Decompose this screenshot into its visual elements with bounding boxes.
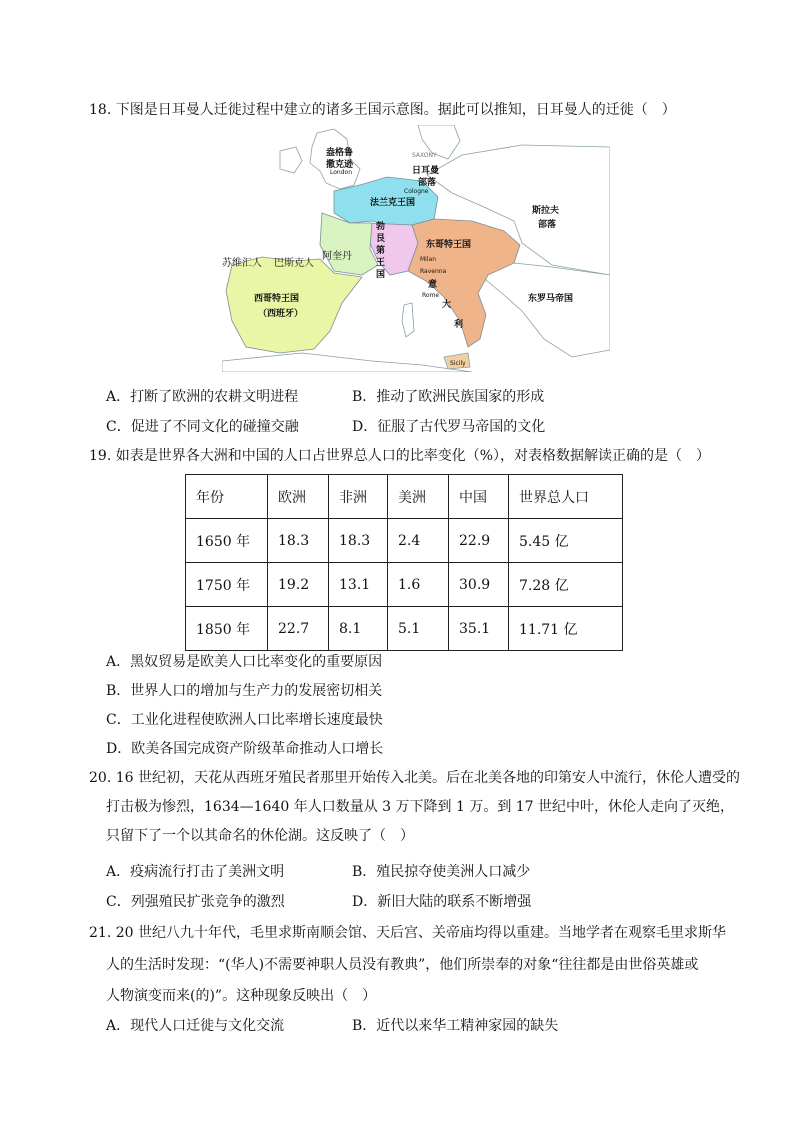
table-cell: 7.28 亿: [509, 563, 623, 607]
q18-line: [89, 100, 676, 120]
q20-stem-line-3: 只留下了一个以其命名的休伦湖。这反映了（ ）: [106, 828, 414, 844]
map-label-italy-2: 大: [442, 300, 452, 310]
ireland-landmass: [280, 147, 302, 173]
map-label-frankish: 法兰克王国: [370, 198, 416, 208]
table-cell: 22.7: [268, 607, 329, 651]
q20-option-c[interactable]: C．列强殖民扩张竞争的激烈: [106, 894, 285, 910]
map-label-saxony: SAXONY: [412, 152, 437, 159]
map-label-rome: Rome: [422, 292, 440, 299]
table-cell: 2.4: [388, 519, 449, 563]
table-cell: 11.71 亿: [509, 607, 623, 651]
q21-number: 21.: [89, 925, 112, 941]
map-label-slavs-2: 部落: [538, 220, 557, 230]
q20-number: 20.: [89, 770, 112, 786]
table-header-cell: 世界总人口: [509, 475, 623, 519]
map-label-byzantine: 东罗马帝国: [528, 294, 574, 304]
table-header-cell: 非洲: [329, 475, 388, 519]
map-label-burgundy-1: 勃: [376, 222, 386, 232]
map-label-ostrogoth: 东哥特王国: [426, 240, 472, 250]
q19-stem: 如表是世界各大洲和中国的人口占世界总人口的比率变化（%），对表格数据解读正确的是（ ）: [115, 448, 711, 464]
balkans-landmass: [480, 263, 610, 357]
map-label-milan: Milan: [420, 256, 436, 263]
table-header-cell: 年份: [186, 475, 268, 519]
table-row: [186, 563, 623, 607]
map-label-london: London: [330, 169, 352, 176]
q19-option-d[interactable]: D．欧美各国完成资产阶级革命推动人口增长: [106, 741, 384, 757]
table-cell: 5.1: [388, 607, 449, 651]
table-cell: 1850 年: [186, 607, 268, 651]
map-label-germanic-1: 日耳曼: [412, 166, 440, 176]
germanic-kingdoms-map: [222, 125, 610, 372]
table-cell: 30.9: [449, 563, 509, 607]
map-label-italy-1: 意: [428, 280, 438, 290]
q20-option-a[interactable]: A．疫病流行打击了美洲文明: [106, 864, 285, 880]
table-header-row: [186, 475, 623, 519]
q18-stem: 下图是日耳曼人迁徙过程中建立的诸多王国示意图。据此可以推知，日耳曼人的迁徙（ ）: [115, 102, 676, 118]
q19-line: [89, 446, 710, 466]
table-cell: 13.1: [329, 563, 388, 607]
population-table: [185, 474, 623, 651]
q21-stem-line-1: 20 世纪八九十年代，毛里求斯南顺会馆、天后宫、关帝庙均得以重建。当地学者在观察毛里求斯华: [115, 925, 726, 941]
map-label-anglo-saxon-1: 盎格鲁: [326, 148, 354, 158]
table-cell: 18.3: [329, 519, 388, 563]
q20-option-d[interactable]: D．新旧大陆的联系不断增强: [352, 894, 532, 910]
map-label-basques: 巴斯克人: [274, 258, 314, 269]
corsica-sardinia: [402, 303, 414, 337]
table-cell: 18.3: [268, 519, 329, 563]
north-africa-landmass: [222, 353, 472, 372]
map-label-suebi: 苏维汇人: [222, 258, 262, 269]
q19-option-a[interactable]: A．黑奴贸易是欧美人口比率变化的重要原因: [106, 654, 383, 670]
q21-stem-line-3: 人物演变而来(的)”。这种现象反映出（ ）: [106, 988, 377, 1004]
table-header-cell: 欧洲: [268, 475, 329, 519]
map-label-ravenna: Ravenna: [420, 268, 447, 275]
map-label-burgundy-3: 第: [376, 246, 386, 256]
q19-option-b[interactable]: B．世界人口的增加与生产力的发展密切相关: [106, 683, 383, 699]
q18-option-d[interactable]: D．征服了古代罗马帝国的文化: [352, 419, 546, 435]
q21-line-1: [89, 923, 726, 943]
map-label-anglo-saxon-2: 撒克逊: [326, 160, 354, 170]
map-label-burgundy-4: 王: [376, 258, 386, 268]
q19-number: 19.: [89, 448, 112, 464]
table-cell: 19.2: [268, 563, 329, 607]
q18-option-c[interactable]: C．促进了不同文化的碰撞交融: [106, 419, 299, 435]
table-header-cell: 美洲: [388, 475, 449, 519]
map-label-visigoth-2: （西班牙）: [258, 309, 304, 319]
q20-line-1: [89, 768, 740, 788]
map-label-cologne: Cologne: [404, 188, 429, 195]
table-cell: 1750 年: [186, 563, 268, 607]
table-row: [186, 607, 623, 651]
map-label-burgundy-2: 艮: [376, 234, 386, 244]
q20-option-b[interactable]: B．殖民掠夺使美洲人口减少: [352, 864, 531, 880]
table-cell: 35.1: [449, 607, 509, 651]
table-row: [186, 519, 623, 563]
map-label-sicily: Sicily: [450, 360, 466, 367]
table-cell: 1650 年: [186, 519, 268, 563]
table-cell: 5.45 亿: [509, 519, 623, 563]
table-cell: 8.1: [329, 607, 388, 651]
q18-option-b[interactable]: B．推动了欧洲民族国家的形成: [352, 389, 545, 405]
q20-stem-line-2: 打击极为惨烈，1634—1640 年人口数量从 3 万下降到 1 万。到 17 世纪中叶，休伦人走向了灭绝，: [106, 799, 735, 815]
table-cell: 22.9: [449, 519, 509, 563]
map-label-burgundy-5: 国: [376, 270, 386, 280]
map-label-italy-3: 利: [454, 320, 464, 330]
q21-stem-line-2: 人的生活时发现：“(华人)不需要神职人员没有教典”，他们所崇奉的对象“往往都是由世俗英雄或: [106, 957, 699, 973]
map-label-aquitaine: 阿奎丹: [322, 251, 352, 262]
q21-option-a[interactable]: A．现代人口迁徙与文化交流: [106, 1018, 285, 1034]
q20-stem-line-1: 16 世纪初，天花从西班牙殖民者那里开始传入北美。后在北美各地的印第安人中流行，休伦人遭受的: [115, 770, 740, 786]
map-label-visigoth-1: 西哥特王国: [254, 294, 300, 304]
q18-number: 18.: [89, 102, 112, 118]
map-label-germanic-2: 部落: [418, 178, 437, 188]
q19-option-c[interactable]: C．工业化进程使欧洲人口比率增长速度最快: [106, 712, 383, 728]
q18-option-a[interactable]: A．打断了欧洲的农耕文明进程: [106, 389, 299, 405]
britain-landmass: [310, 129, 360, 189]
map-label-slavs-1: 斯拉夫: [532, 206, 560, 216]
aquitaine-area: [320, 213, 378, 275]
table-header-cell: 中国: [449, 475, 509, 519]
q21-option-b[interactable]: B．近代以来华工精神家园的缺失: [352, 1018, 559, 1034]
table-cell: 1.6: [388, 563, 449, 607]
